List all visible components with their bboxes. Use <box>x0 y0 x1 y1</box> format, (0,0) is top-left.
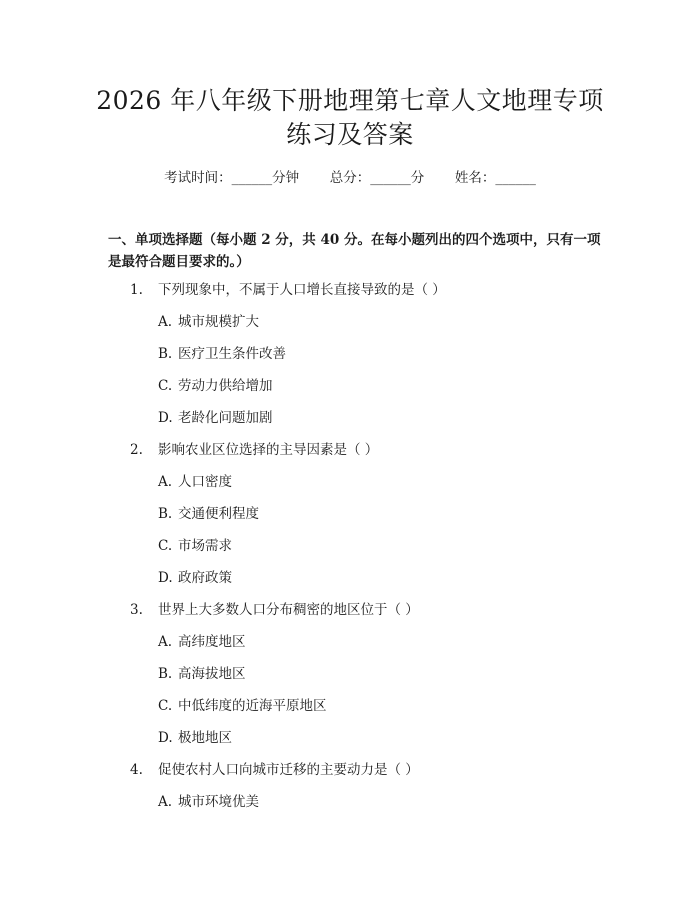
question-2 <box>130 440 378 460</box>
option-text: 中低纬度的近海平原地区 <box>178 698 327 714</box>
option-text: 市场需求 <box>178 538 232 554</box>
q2-option-b <box>158 504 259 524</box>
option-text: 高纬度地区 <box>178 634 246 650</box>
option-text: 老龄化问题加剧 <box>178 410 273 426</box>
option-letter: D. <box>158 410 173 426</box>
question-number: 4. <box>130 762 143 778</box>
option-letter: B. <box>158 666 173 682</box>
q1-option-d <box>158 408 273 428</box>
option-text: 城市环境优美 <box>178 794 259 810</box>
option-letter: A. <box>158 314 173 330</box>
section-heading-line-2: 是最符合题目要求的。） <box>108 254 250 270</box>
score-label: 总分： <box>329 170 371 186</box>
question-text: 世界上大多数人口分布稠密的地区位于（ ） <box>158 602 419 618</box>
time-label: 考试时间： <box>164 170 232 186</box>
option-letter: D. <box>158 730 173 746</box>
question-text: 下列现象中，不属于人口增长直接导致的是（ ） <box>158 282 446 298</box>
option-text: 交通便利程度 <box>178 506 259 522</box>
time-unit: 分钟 <box>272 170 300 186</box>
score-blank: ______ <box>370 170 411 186</box>
option-text: 医疗卫生条件改善 <box>178 346 286 362</box>
option-text: 劳动力供给增加 <box>178 378 273 394</box>
option-letter: C. <box>158 538 173 554</box>
option-text: 高海拔地区 <box>178 666 246 682</box>
q1-option-b <box>158 344 286 364</box>
name-blank: ______ <box>495 170 536 186</box>
page-title-line-1: 2026 年八年级下册地理第七章人文地理专项 <box>96 86 604 115</box>
q2-option-a <box>158 472 232 492</box>
q1-option-c <box>158 376 273 396</box>
name-label: 姓名： <box>454 170 496 186</box>
option-letter: C. <box>158 378 173 394</box>
option-letter: B. <box>158 346 173 362</box>
exam-info-line <box>0 168 700 188</box>
option-text: 人口密度 <box>178 474 232 490</box>
q1-option-a <box>158 312 259 332</box>
option-text: 城市规模扩大 <box>178 314 259 330</box>
q3-option-a <box>158 632 246 652</box>
option-text: 极地地区 <box>178 730 232 746</box>
question-3 <box>130 600 419 620</box>
option-letter: C. <box>158 698 173 714</box>
score-unit: 分 <box>410 170 425 186</box>
question-text: 促使农村人口向城市迁移的主要动力是（ ） <box>158 762 419 778</box>
question-text: 影响农业区位选择的主导因素是（ ） <box>158 442 379 458</box>
q3-option-d <box>158 728 232 748</box>
option-letter: A. <box>158 794 173 810</box>
option-letter: A. <box>158 634 173 650</box>
section-heading-line-1: 一、单项选择题（每小题 2 分，共 40 分。在每小题列出的四个选项中，只有一项 <box>108 232 601 248</box>
q3-option-c <box>158 696 327 716</box>
option-letter: D. <box>158 570 173 586</box>
q4-option-a <box>158 792 259 812</box>
question-4 <box>130 760 419 780</box>
option-text: 政府政策 <box>178 570 232 586</box>
q3-option-b <box>158 664 246 684</box>
option-letter: B. <box>158 506 173 522</box>
time-blank: ______ <box>231 170 273 186</box>
question-number: 2. <box>130 442 143 458</box>
question-1 <box>130 280 446 300</box>
question-number: 1. <box>130 282 143 298</box>
option-letter: A. <box>158 474 173 490</box>
question-number: 3. <box>130 602 143 618</box>
q2-option-d <box>158 568 232 588</box>
page-title-line-2: 练习及答案 <box>286 120 414 149</box>
q2-option-c <box>158 536 232 556</box>
